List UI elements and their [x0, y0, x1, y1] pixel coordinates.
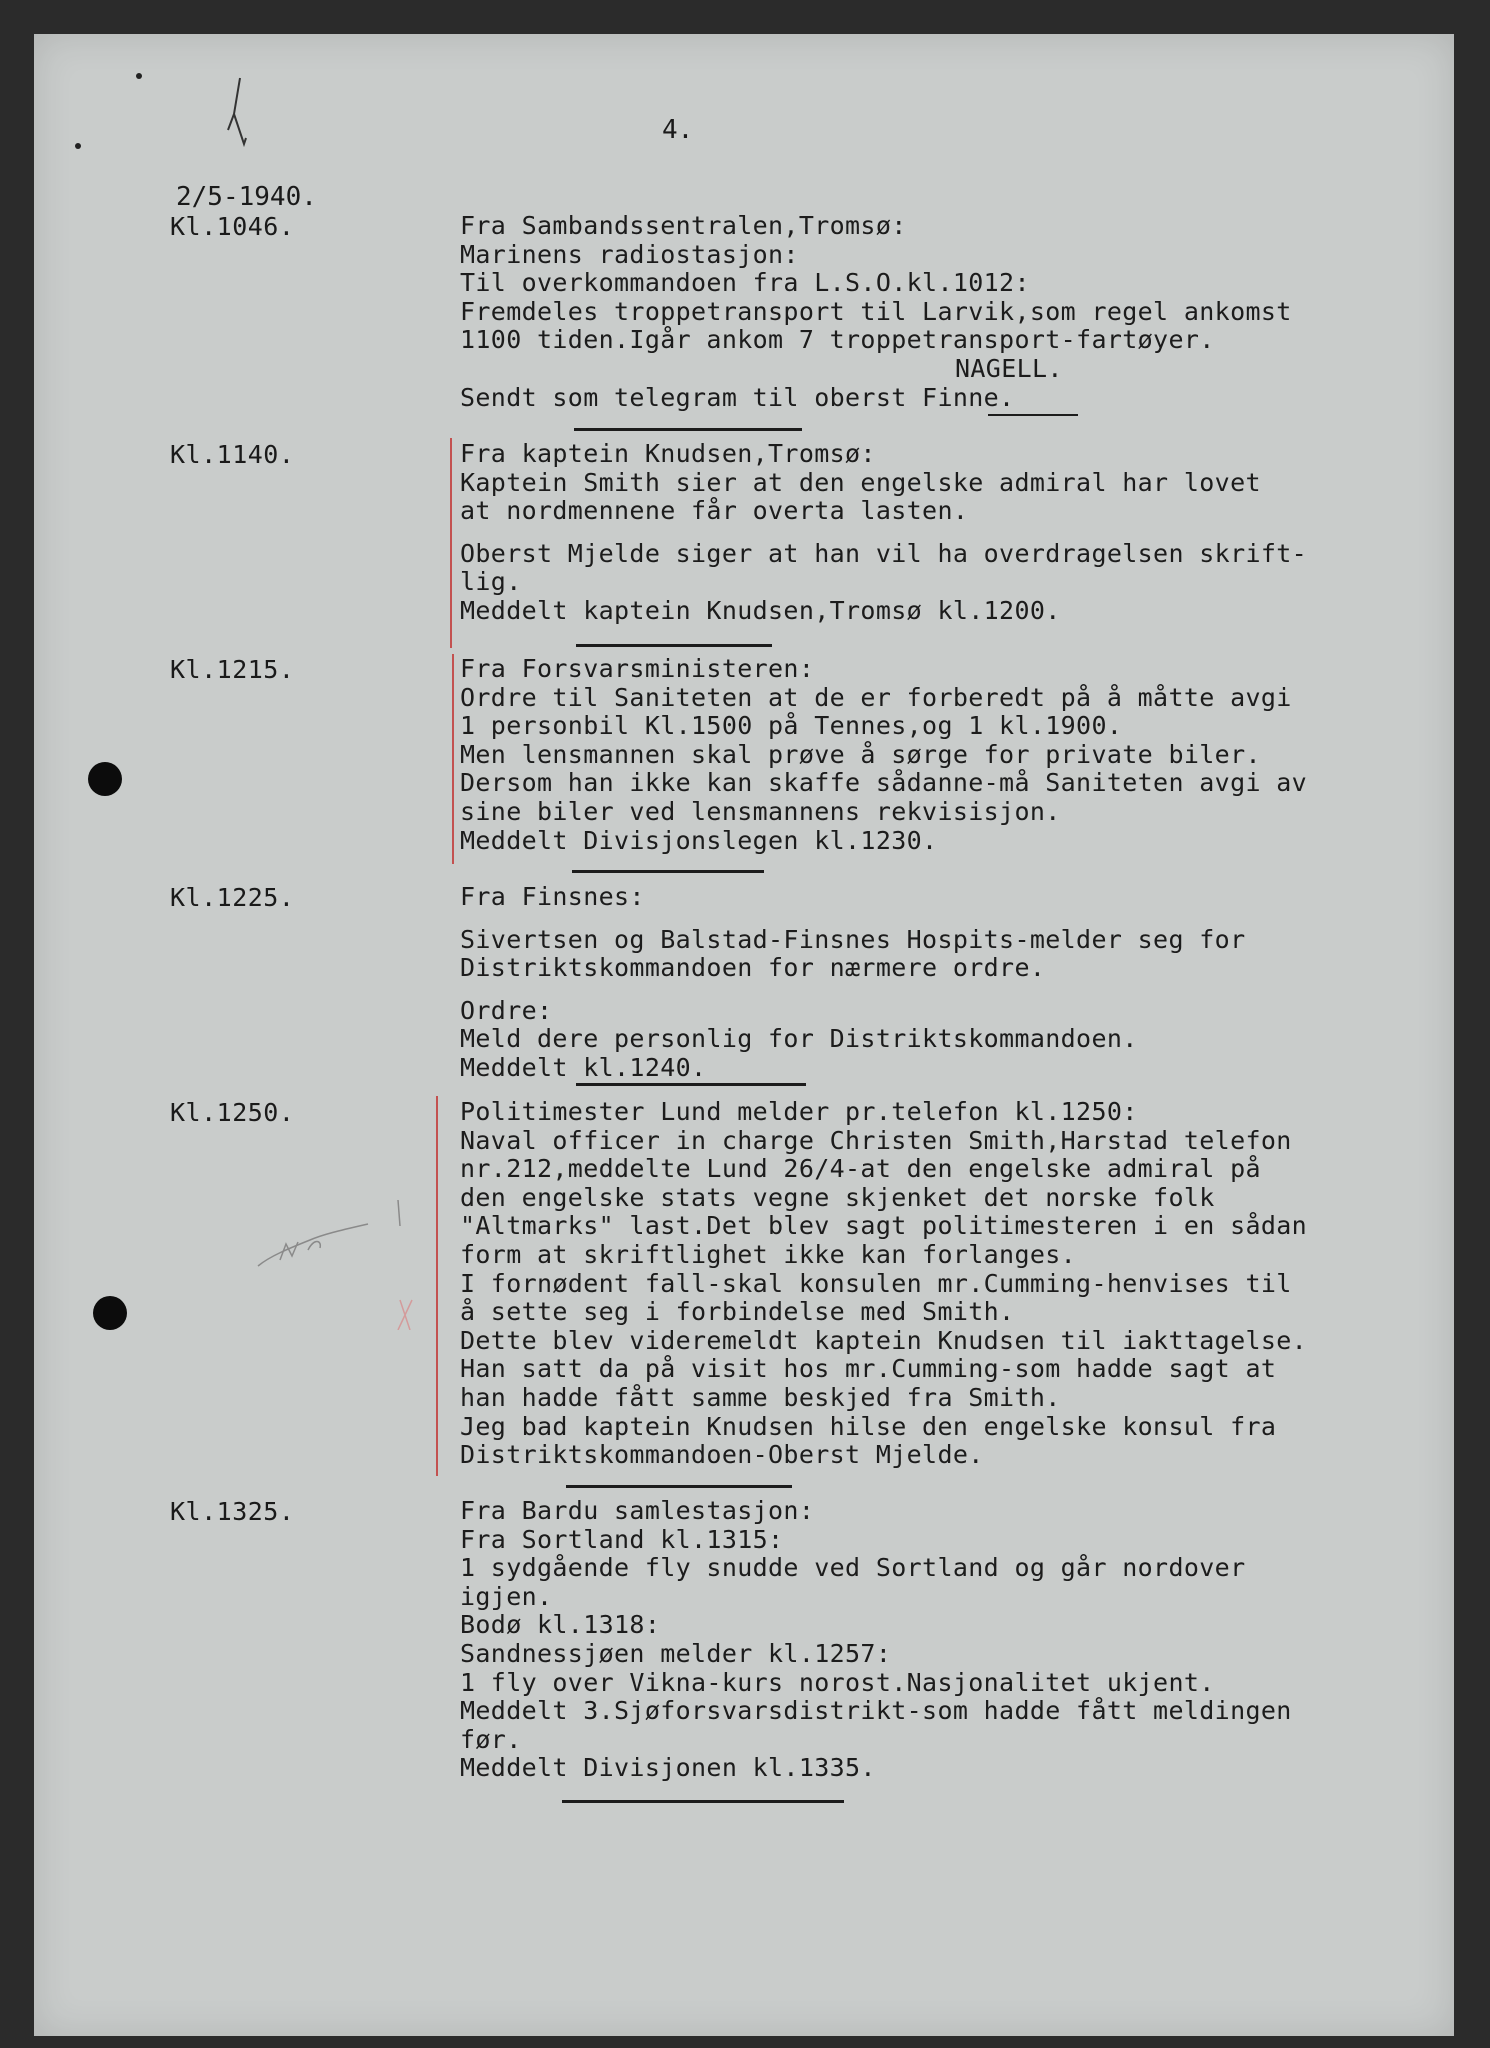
ink-speck	[75, 143, 81, 149]
entry-line: Jeg bad kaptein Knudsen hilse den engelske konsul fra	[460, 1411, 1277, 1441]
log-entry	[460, 883, 1480, 1083]
entry-line: Oberst Mjelde siger at han vil ha overdragelsen skrift-	[460, 538, 1308, 568]
entry-line: Dette blev videremeldt kaptein Knudsen til iakttagelse.	[460, 1325, 1308, 1355]
red-pencil-margin-mark	[450, 438, 452, 648]
log-date: 2/5-1940.	[176, 182, 317, 212]
entry-time: Kl.1325.	[170, 1497, 295, 1526]
separator	[576, 644, 772, 647]
entry-line: å sette seg i forbindelse med Smith.	[460, 1297, 1015, 1327]
entry-line: Sivertsen og Balstad-Finsnes Hospits-melder seg for	[460, 924, 1246, 954]
entry-line: Bodø kl.1318:	[460, 1610, 661, 1640]
entry-line: Fra Sortland kl.1315:	[460, 1524, 784, 1554]
entry-line: Ordre til Saniteten at de er forberedt på å måtte avgi	[460, 682, 1292, 712]
entry-line: Dersom han ikke kan skaffe sådanne-må Saniteten avgi av	[460, 768, 1308, 798]
entry-time: Kl.1046.	[170, 212, 295, 241]
entry-line: Naval officer in charge Christen Smith,Harstad telefon	[460, 1125, 1292, 1155]
entry-line: Meddelt Divisjonslegen kl.1230.	[460, 825, 938, 855]
separator	[574, 428, 802, 431]
entry-line: Fra kaptein Knudsen,Tromsø:	[460, 439, 876, 468]
entry-line: Ordre:	[460, 995, 553, 1025]
underline	[988, 414, 1078, 416]
entry-time: Kl.1215.	[170, 655, 295, 684]
entry-line: nr.212,meddelte Lund 26/4-at den engelske admiral på	[460, 1154, 1261, 1184]
entry-line: Fra Finsnes:	[460, 882, 645, 911]
entry-time: Kl.1140.	[170, 440, 295, 469]
entry-line: Han satt da på visit hos mr.Cumming-som hadde sagt at	[460, 1354, 1277, 1384]
entry-line: sine biler ved lensmannens rekvisisjon.	[460, 796, 1061, 826]
entry-time: Kl.1225.	[170, 883, 295, 912]
entry-line: Fremdeles troppetransport til Larvik,som regel ankomst	[460, 296, 1292, 326]
entry-line: Meddelt kl.1240.	[460, 1052, 707, 1082]
entry-line: lig.	[460, 567, 522, 597]
pencil-margin-annotation	[250, 1190, 420, 1330]
log-entry	[460, 440, 1480, 626]
entry-line: Meddelt Divisjonen kl.1335.	[460, 1753, 876, 1783]
signature-line: NAGELL.	[955, 353, 1063, 383]
red-pencil-margin-mark	[436, 1096, 438, 1476]
entry-line: Sendt som telegram til oberst Finne.	[460, 382, 1015, 412]
log-entry	[460, 212, 1480, 412]
entry-line: 1 personbil Kl.1500 på Tennes,og 1 kl.1900.	[460, 711, 1123, 741]
entry-line: før.	[460, 1724, 522, 1754]
entry-line: han hadde fått samme beskjed fra Smith.	[460, 1382, 1061, 1412]
entry-line: Distriktskommandoen-Oberst Mjelde.	[460, 1440, 984, 1470]
entry-line: 1100 tiden.Igår ankom 7 troppetransport-fartøyer.	[460, 325, 1215, 355]
entry-line: Politimester Lund melder pr.telefon kl.1250:	[460, 1097, 1138, 1126]
separator	[576, 1083, 806, 1086]
entry-line: Fra Forsvarsministeren:	[460, 654, 815, 683]
entry-line: Distriktskommandoen for nærmere ordre.	[460, 953, 1046, 983]
entry-line: I fornødent fall-skal konsulen mr.Cumming-henvises til	[460, 1268, 1292, 1298]
punch-hole	[93, 1296, 127, 1330]
entry-line: Men lensmannen skal prøve å sørge for private biler.	[460, 739, 1261, 769]
log-entry	[460, 1098, 1480, 1470]
separator	[572, 870, 764, 873]
pencil-tick-mark	[222, 70, 262, 150]
log-entry	[460, 1497, 1480, 1783]
entry-line: Fra Bardu samlestasjon:	[460, 1496, 815, 1525]
separator	[566, 1485, 792, 1488]
entry-line: Til overkommandoen fra L.S.O.kl.1012:	[460, 268, 1030, 298]
entry-line: Fra Sambandssentralen,Tromsø:	[460, 211, 907, 240]
entry-line: Kaptein Smith sier at den engelske admiral har lovet	[460, 467, 1261, 497]
entry-line: den engelske stats vegne skjenket det norske folk	[460, 1182, 1215, 1212]
page-number: 4.	[662, 115, 694, 145]
entry-line: "Altmarks" last.Det blev sagt politimesteren i en sådan	[460, 1211, 1308, 1241]
entry-line: 1 sydgående fly snudde ved Sortland og går nordover	[460, 1553, 1246, 1583]
entry-line: form at skriftlighet ikke kan forlanges.	[460, 1239, 1077, 1269]
entry-line: Marinens radiostasjon:	[460, 239, 799, 269]
entry-line: Sandnessjøen melder kl.1257:	[460, 1638, 892, 1668]
entry-line: Meddelt 3.Sjøforsvarsdistrikt-som hadde fått meldingen	[460, 1696, 1292, 1726]
entry-line: igjen.	[460, 1581, 553, 1611]
entry-line: at nordmennene får overta lasten.	[460, 496, 969, 526]
entry-line: 1 fly over Vikna-kurs norost.Nasjonalitet ukjent.	[460, 1667, 1215, 1697]
ink-speck	[136, 73, 142, 79]
entry-line: Meddelt kaptein Knudsen,Tromsø kl.1200.	[460, 595, 1061, 625]
punch-hole	[88, 762, 122, 796]
entry-time: Kl.1250.	[170, 1098, 295, 1127]
entry-line: Meld dere personlig for Distriktskommandoen.	[460, 1024, 1138, 1054]
separator	[562, 1800, 844, 1803]
log-entry	[460, 655, 1480, 855]
red-pencil-margin-mark	[452, 654, 454, 864]
